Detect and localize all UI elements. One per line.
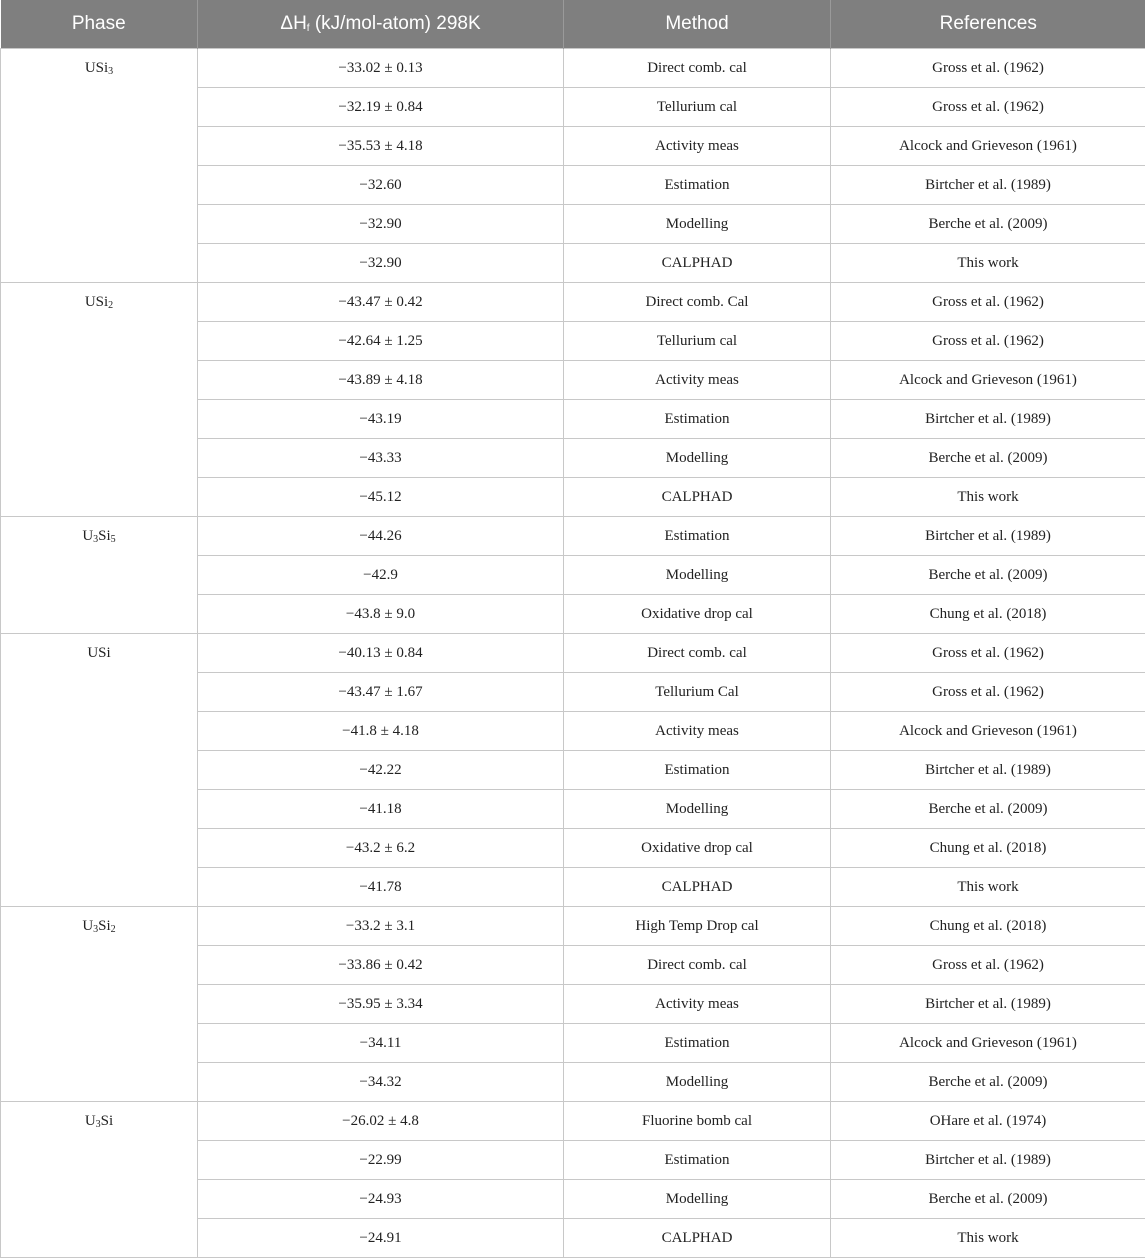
enthalpy-value: −34.11	[198, 1024, 564, 1063]
reference-cell: Berche et al. (2009)	[831, 205, 1145, 244]
enthalpy-value: −34.32	[198, 1063, 564, 1102]
table-row	[1, 634, 1145, 673]
reference-cell: This work	[831, 244, 1145, 283]
phase-cell	[1, 517, 198, 634]
table-row	[1, 283, 1145, 322]
table-row	[1, 49, 1145, 88]
phase-base: USi	[85, 294, 108, 310]
reference-cell: Birtcher et al. (1989)	[831, 166, 1145, 205]
phase-cell	[1, 49, 198, 283]
reference-cell: Berche et al. (2009)	[831, 1063, 1145, 1102]
enthalpy-value: −43.19	[198, 400, 564, 439]
phase-sub1: 3	[93, 924, 98, 935]
table-body	[1, 49, 1145, 1258]
enthalpy-value: −32.90	[198, 205, 564, 244]
enthalpy-value: −33.2 ± 3.1	[198, 907, 564, 946]
method-cell: Estimation	[564, 166, 831, 205]
enthalpy-value: −43.89 ± 4.18	[198, 361, 564, 400]
header-enthalpy-units: (kJ/mol-atom) 298K	[310, 13, 481, 34]
phase-sub1: 3	[93, 534, 98, 545]
method-cell: Direct comb. cal	[564, 946, 831, 985]
method-cell: Oxidative drop cal	[564, 829, 831, 868]
phase-cell	[1, 634, 198, 907]
enthalpy-value: −41.8 ± 4.18	[198, 712, 564, 751]
method-cell: Modelling	[564, 1180, 831, 1219]
reference-cell: Berche et al. (2009)	[831, 439, 1145, 478]
phase-base: U	[82, 528, 93, 544]
reference-cell: Gross et al. (1962)	[831, 946, 1145, 985]
enthalpy-value: −42.9	[198, 556, 564, 595]
header-enthalpy	[198, 0, 564, 49]
header-references: References	[831, 0, 1145, 49]
enthalpy-value: −43.33	[198, 439, 564, 478]
reference-cell: Chung et al. (2018)	[831, 907, 1145, 946]
phase-mid: Si	[98, 528, 111, 544]
method-cell: Direct comb. Cal	[564, 283, 831, 322]
method-cell: Estimation	[564, 400, 831, 439]
enthalpy-value: −32.19 ± 0.84	[198, 88, 564, 127]
method-cell: CALPHAD	[564, 868, 831, 907]
reference-cell: This work	[831, 478, 1145, 517]
method-cell: Oxidative drop cal	[564, 595, 831, 634]
method-cell: Tellurium cal	[564, 322, 831, 361]
phase-sub1: 3	[108, 66, 113, 77]
reference-cell: Alcock and Grieveson (1961)	[831, 712, 1145, 751]
enthalpy-value: −42.22	[198, 751, 564, 790]
phase-cell	[1, 1102, 198, 1258]
method-cell: Estimation	[564, 1024, 831, 1063]
method-cell: CALPHAD	[564, 244, 831, 283]
method-cell: Modelling	[564, 439, 831, 478]
enthalpy-value: −43.47 ± 0.42	[198, 283, 564, 322]
phase-base: U	[82, 918, 93, 934]
phase-mid: Si	[101, 1113, 114, 1129]
reference-cell: Gross et al. (1962)	[831, 322, 1145, 361]
method-cell: Modelling	[564, 1063, 831, 1102]
reference-cell: This work	[831, 868, 1145, 907]
header-phase: Phase	[1, 0, 198, 49]
enthalpy-value: −22.99	[198, 1141, 564, 1180]
method-cell: Tellurium cal	[564, 88, 831, 127]
table-row	[1, 517, 1145, 556]
phase-base: USi	[87, 645, 110, 661]
method-cell: Tellurium Cal	[564, 673, 831, 712]
method-cell: Modelling	[564, 205, 831, 244]
enthalpy-value: −44.26	[198, 517, 564, 556]
header-enthalpy-symbol: ΔH	[280, 13, 306, 34]
phase-sub2: 5	[111, 534, 116, 545]
enthalpy-value: −40.13 ± 0.84	[198, 634, 564, 673]
phase-cell	[1, 283, 198, 517]
reference-cell: Berche et al. (2009)	[831, 790, 1145, 829]
method-cell: CALPHAD	[564, 1219, 831, 1258]
method-cell: Activity meas	[564, 361, 831, 400]
enthalpy-value: −43.8 ± 9.0	[198, 595, 564, 634]
reference-cell: OHare et al. (1974)	[831, 1102, 1145, 1141]
reference-cell: Birtcher et al. (1989)	[831, 751, 1145, 790]
enthalpy-value: −41.18	[198, 790, 564, 829]
phase-sub1: 2	[108, 300, 113, 311]
enthalpy-value: −24.91	[198, 1219, 564, 1258]
enthalpy-value: −45.12	[198, 478, 564, 517]
reference-cell: Birtcher et al. (1989)	[831, 985, 1145, 1024]
table-header	[1, 0, 1145, 49]
enthalpy-value: −42.64 ± 1.25	[198, 322, 564, 361]
phase-mid: Si	[98, 918, 111, 934]
phase-sub2: 2	[111, 924, 116, 935]
enthalpy-value: −33.02 ± 0.13	[198, 49, 564, 88]
method-cell: Activity meas	[564, 127, 831, 166]
method-cell: Activity meas	[564, 712, 831, 751]
reference-cell: Gross et al. (1962)	[831, 49, 1145, 88]
method-cell: CALPHAD	[564, 478, 831, 517]
method-cell: Estimation	[564, 517, 831, 556]
enthalpy-value: −35.53 ± 4.18	[198, 127, 564, 166]
enthalpy-value: −43.47 ± 1.67	[198, 673, 564, 712]
method-cell: Modelling	[564, 790, 831, 829]
reference-cell: Berche et al. (2009)	[831, 556, 1145, 595]
enthalpy-value: −32.60	[198, 166, 564, 205]
reference-cell: Gross et al. (1962)	[831, 88, 1145, 127]
reference-cell: Alcock and Grieveson (1961)	[831, 361, 1145, 400]
reference-cell: Birtcher et al. (1989)	[831, 1141, 1145, 1180]
table-row	[1, 1102, 1145, 1141]
phase-base: U	[85, 1113, 96, 1129]
enthalpy-value: −24.93	[198, 1180, 564, 1219]
enthalpy-value: −26.02 ± 4.8	[198, 1102, 564, 1141]
method-cell: Activity meas	[564, 985, 831, 1024]
reference-cell: Berche et al. (2009)	[831, 1180, 1145, 1219]
enthalpy-value: −33.86 ± 0.42	[198, 946, 564, 985]
method-cell: Direct comb. cal	[564, 634, 831, 673]
reference-cell: Gross et al. (1962)	[831, 634, 1145, 673]
phase-base: USi	[85, 60, 108, 76]
header-enthalpy-subscript: f	[307, 23, 310, 34]
reference-cell: Chung et al. (2018)	[831, 595, 1145, 634]
table-row	[1, 907, 1145, 946]
header-method: Method	[564, 0, 831, 49]
phase-cell	[1, 907, 198, 1102]
method-cell: Fluorine bomb cal	[564, 1102, 831, 1141]
reference-cell: Birtcher et al. (1989)	[831, 517, 1145, 556]
phase-sub1: 3	[96, 1119, 101, 1130]
reference-cell: Chung et al. (2018)	[831, 829, 1145, 868]
reference-cell: Alcock and Grieveson (1961)	[831, 1024, 1145, 1063]
header-row	[1, 0, 1145, 49]
reference-cell: This work	[831, 1219, 1145, 1258]
reference-cell: Birtcher et al. (1989)	[831, 400, 1145, 439]
method-cell: Estimation	[564, 751, 831, 790]
method-cell: Direct comb. cal	[564, 49, 831, 88]
enthalpy-value: −43.2 ± 6.2	[198, 829, 564, 868]
method-cell: High Temp Drop cal	[564, 907, 831, 946]
method-cell: Estimation	[564, 1141, 831, 1180]
method-cell: Modelling	[564, 556, 831, 595]
enthalpy-value: −41.78	[198, 868, 564, 907]
enthalpy-value: −32.90	[198, 244, 564, 283]
reference-cell: Alcock and Grieveson (1961)	[831, 127, 1145, 166]
reference-cell: Gross et al. (1962)	[831, 673, 1145, 712]
enthalpy-value: −35.95 ± 3.34	[198, 985, 564, 1024]
reference-cell: Gross et al. (1962)	[831, 283, 1145, 322]
